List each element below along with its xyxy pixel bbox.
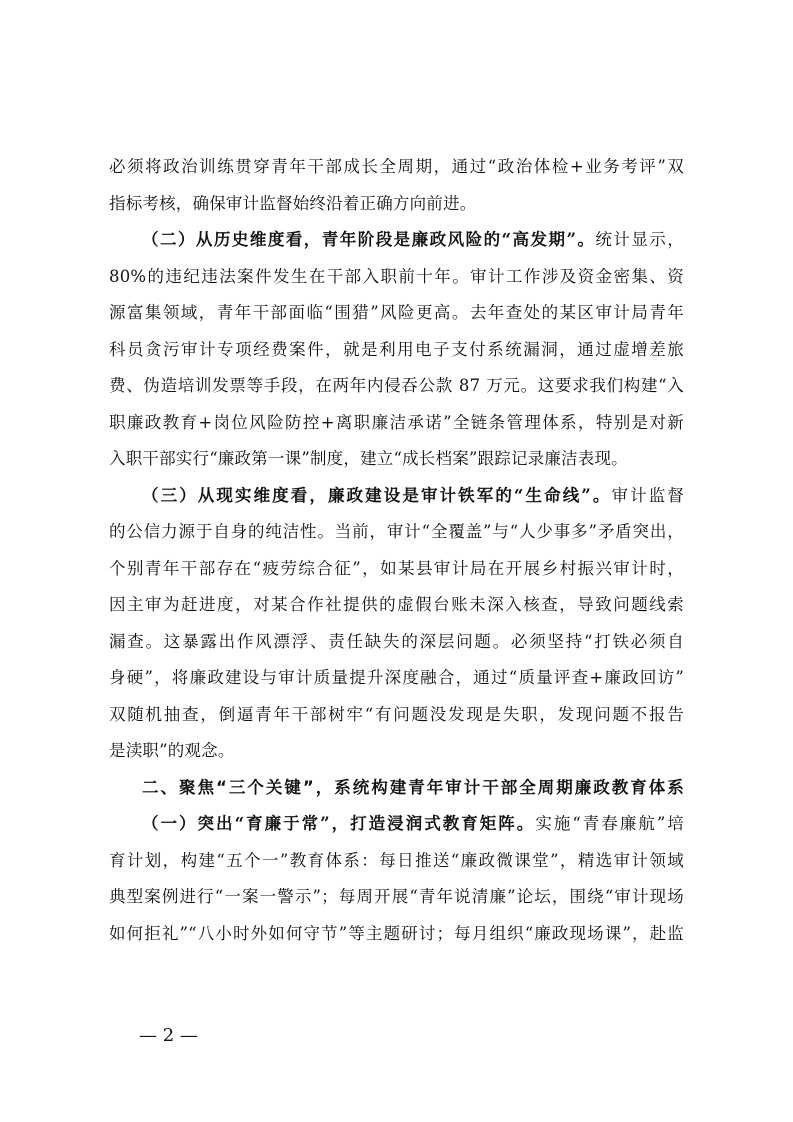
text-line <box>109 259 684 296</box>
text-line <box>109 514 684 551</box>
text-line <box>109 551 684 588</box>
text-line <box>109 441 684 478</box>
section-heading <box>109 770 684 807</box>
text-segment: 80%的违纪违法案件发生在干部入职前十年。审计工作涉及资金密集、资 <box>109 266 684 286</box>
text-segment: 如何拒礼”“八小时外如何守节”等主题研讨；每月组织“廉政现场课”，赴监 <box>109 923 684 943</box>
text-segment: 科员贪污审计专项经费案件，就是利用电子支付系统漏洞，通过虚增差旅 <box>109 339 684 359</box>
text-line <box>109 332 684 369</box>
text-line <box>109 806 684 843</box>
subheading-text: （一）突出“育廉于常”，打造浸润式教育矩阵。 <box>142 814 536 833</box>
text-segment: 统计显示， <box>595 230 684 249</box>
text-segment: 入职干部实行“廉政第一课”制度，建立“成长档案”跟踪记录廉洁表现。 <box>109 449 628 468</box>
text-line <box>109 843 684 880</box>
text-segment: 双随机抽查，倒逼青年干部树牢“有问题没发现是失职，发现问题不报告 <box>109 704 684 724</box>
text-segment: 漏查。这暴露出作风漂浮、责任缺失的深层问题。必须坚持“打铁必须自 <box>109 631 684 651</box>
text-line <box>109 733 684 770</box>
text-segment: 身硬”，将廉政建设与审计质量提升深度融合，通过“质量评查+廉政回访” <box>109 668 684 687</box>
text-line <box>109 587 684 624</box>
subheading-text: （二）从历史维度看，青年阶段是廉政风险的“高发期”。 <box>142 230 596 249</box>
subheading-text: （三）从现实维度看，廉政建设是审计铁军的“生命线”。 <box>142 485 612 505</box>
text-line <box>109 697 684 734</box>
text-segment: 二、聚焦“三个关键”，系统构建青年审计干部全周期廉政教育体系 <box>142 777 684 797</box>
text-segment: 实施“青春廉航”培 <box>535 814 684 833</box>
text-line <box>109 149 684 186</box>
body-text <box>109 149 684 952</box>
text-segment: 的公信力源于自身的纯洁性。当前，审计“全覆盖”与“人少事多”矛盾突出， <box>109 522 684 541</box>
text-segment: 职廉政教育+岗位风险防控+离职廉洁承诺”全链条管理体系，特别是对新 <box>109 412 684 432</box>
text-segment: 是渎职”的观念。 <box>109 741 235 760</box>
text-segment: 必须将政治训练贯穿青年干部成长全周期，通过“政治体检+业务考评”双 <box>109 157 684 176</box>
text-line <box>109 660 684 697</box>
text-line <box>109 478 684 515</box>
text-line <box>109 222 684 259</box>
text-segment: 源富集领域，青年干部面临“围猎”风险更高。去年查处的某区审计局青年 <box>109 303 684 322</box>
text-segment: 育计划，构建“五个一”教育体系：每日推送“廉政微课堂”，精选审计领域 <box>109 850 684 870</box>
text-line <box>109 879 684 916</box>
text-line <box>109 624 684 661</box>
text-segment: 费、伪造培训发票等手段，在两年内侵吞公款 87 万元。这要求我们构建“入 <box>109 376 684 395</box>
text-segment: 个别青年干部存在“疲劳综合征”，如某县审计局在开展乡村振兴审计时， <box>109 558 684 578</box>
text-line <box>109 405 684 442</box>
page-number: — 2 — <box>139 1025 198 1046</box>
text-segment: 因主审为赶进度，对某合作社提供的虚假台账未深入核查，导致问题线索 <box>109 595 684 614</box>
text-line <box>109 916 684 953</box>
text-line <box>109 368 684 405</box>
text-segment: 典型案例进行“一案一警示”；每周开展“青年说清廉”论坛，围绕“审计现场 <box>109 887 684 906</box>
text-line <box>109 295 684 332</box>
text-segment: 指标考核，确保审计监督始终沿着正确方向前进。 <box>109 193 477 213</box>
text-segment: 审计监督 <box>611 485 684 505</box>
text-line <box>109 186 684 223</box>
